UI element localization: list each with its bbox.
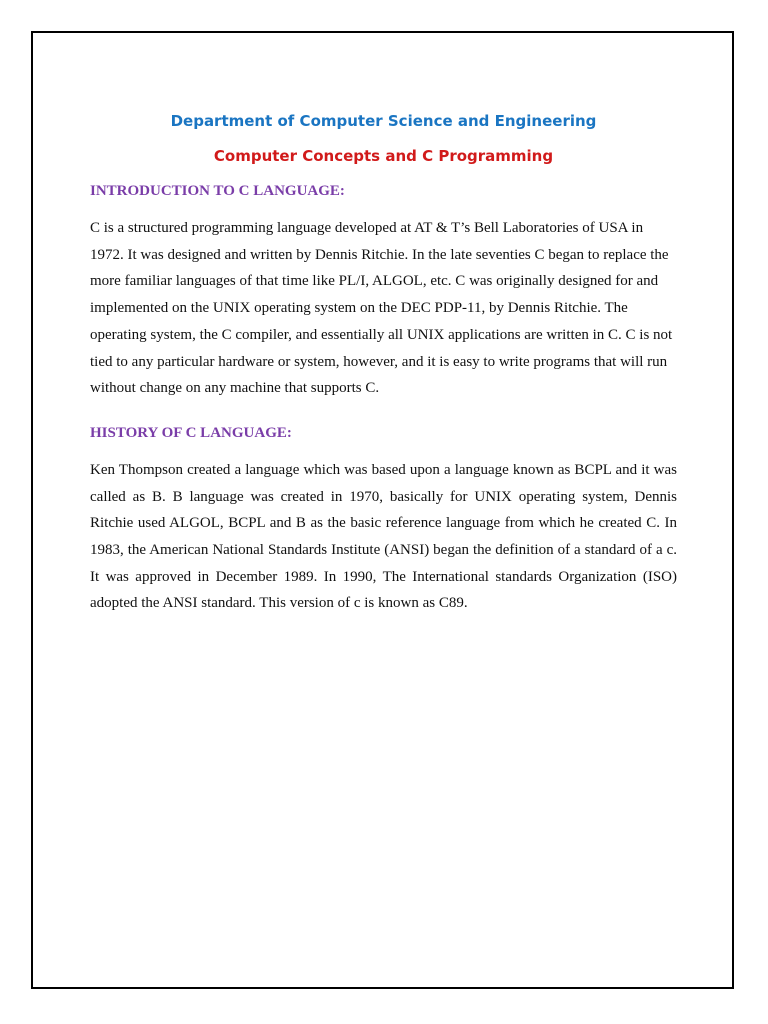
document-body bbox=[90, 108, 677, 617]
history-heading: HISTORY OF C LANGUAGE: bbox=[90, 424, 292, 441]
intro-heading: INTRODUCTION TO C LANGUAGE: bbox=[90, 183, 345, 199]
course-title: Computer Concepts and C Programming bbox=[213, 147, 554, 165]
history-paragraph: Ken Thompson created a language which was based upon a language known as BCPL and it was called as B. B language was created in 1970, basically for UNIX operating system, Dennis Ritchie used ALGOL, BCPL and B as the basic reference language from which he created C. In 1983, the American National Standards Institute (ANSI) began the definition of a standard of a c. It was approved in December 1989. In 1990, The International standards Organization (ISO) adopted the ANSI standard. This version of c is known as C89. bbox=[90, 461, 677, 612]
intro-paragraph: C is a structured programming language developed at AT & T’s Bell Laboratories of USA in 1972. It was designed and written by Dennis Ritchie. In the late seventies C began to replace the more familiar languages of that time like PL/I, ALGOL, etc. C was originally designed for and implemented on the UNIX operating system on the DEC PDP-11, by Dennis Ritchie. The operating system, the C compiler, and essentially all UNIX applications are written in C. C is not tied to any particular hardware or system, however, and it is easy to write programs that will run without change on any machine that supports C. bbox=[90, 220, 673, 397]
department-title: Department of Computer Science and Engineering bbox=[170, 112, 597, 130]
